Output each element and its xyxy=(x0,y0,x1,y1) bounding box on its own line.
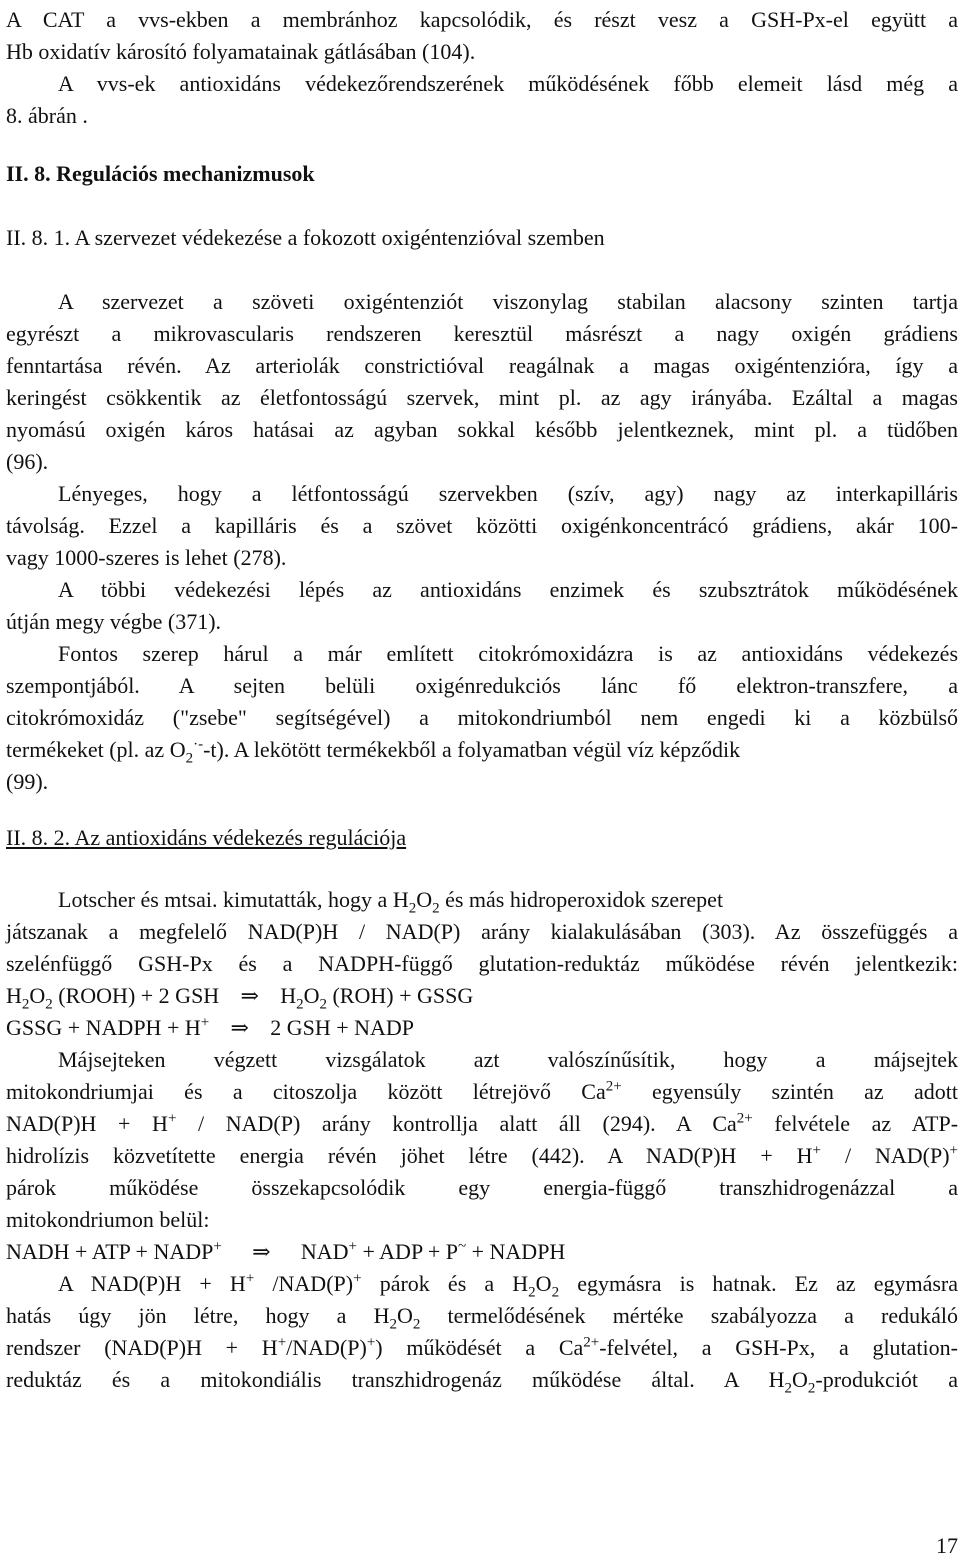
superscript: + xyxy=(949,1142,958,1159)
page-number: 17 xyxy=(936,1533,958,1558)
heading-number: II. 8. 2. xyxy=(6,825,71,850)
superscript: + xyxy=(348,1238,357,1255)
subscript: 2 xyxy=(21,996,30,1013)
superscript: + xyxy=(167,1110,177,1127)
paragraph-line: Fontos szerep hárul a már említett citokrómoxidázra is az antioxidáns védekezés xyxy=(58,641,958,666)
subscript: 2 xyxy=(319,996,327,1013)
paragraph-line: mitokondriumon belül: xyxy=(6,1207,210,1232)
equation-line xyxy=(6,1012,958,1044)
text-run: + ADP + P xyxy=(362,1239,458,1264)
text-run: -t). A lekötött termékekből a folyamatban végül víz képződik xyxy=(203,737,741,762)
superscript: + xyxy=(812,1142,822,1159)
superscript: 2+ xyxy=(736,1110,753,1127)
formula: O xyxy=(535,1271,552,1296)
paragraph-line xyxy=(6,1332,958,1364)
text-run: felvétele az ATP- xyxy=(774,1111,959,1136)
paragraph-line: (99). xyxy=(6,769,49,794)
paragraph-line xyxy=(6,1364,958,1396)
text-run: rendszer (NAD(P)H + H xyxy=(6,1335,278,1360)
paragraph-line: A szervezet a szöveti oxigéntenziót viszonylag stabilan alacsony szinten tartja xyxy=(58,289,958,314)
text-run: Lotscher és mtsai. kimutatták, hogy a H xyxy=(58,887,409,912)
subscript: 2 xyxy=(807,1380,816,1397)
section-heading: II. 8. Regulációs mechanizmusok xyxy=(6,161,315,186)
implies-arrow-icon: ⇒ xyxy=(230,1015,249,1040)
paragraph-line: A többi védekezési lépés az antioxidáns enzimek és szubsztrátok működésének xyxy=(58,577,958,602)
text-run: NAD(P)H + H xyxy=(6,1111,168,1136)
text-run: O xyxy=(416,887,433,912)
formula: O xyxy=(396,1303,413,1328)
paragraph-line: nyomású oxigén káros hatásai az agyban sokkal később jelentkeznek, mint pl. a tüdőben xyxy=(6,417,958,442)
formula: O xyxy=(792,1367,808,1392)
paragraph-line: játszanak a megfelelő NAD(P)H / NAD(P) arány kialakulásában (303). Az összefüggés a xyxy=(6,919,958,944)
paragraph-line xyxy=(6,884,958,916)
text-run: -produkciót a xyxy=(815,1367,958,1392)
paragraph-line xyxy=(6,1076,958,1108)
text-run: ) működését a Ca xyxy=(375,1335,584,1360)
paragraph-line: párok működése összekapcsolódik egy energia-függő transzhidrogenázzal a xyxy=(6,1175,958,1200)
subscript: 2 xyxy=(408,900,417,917)
paragraph-line: 8. ábrán . xyxy=(6,103,88,128)
paragraph-line: útján megy végbe (371). xyxy=(6,609,222,634)
paragraph-line: Lényeges, hogy a létfontosságú szervekben (szív, agy) nagy az interkapilláris xyxy=(58,481,958,506)
superscript: + xyxy=(277,1334,287,1351)
paragraph-line: egyrészt a mikrovascularis rendszeren keresztül másrészt a nagy oxigén grádiens xyxy=(6,321,958,346)
text-run: termékeket (pl. az O xyxy=(6,737,186,762)
text-run: párok és a H xyxy=(379,1271,529,1296)
text-run: NAD xyxy=(300,1239,349,1264)
superscript: + xyxy=(366,1334,376,1351)
paragraph-line: távolság. Ezzel a kapilláris és a szövet közötti oxigénkoncentrácó grádiens, akár 100- xyxy=(6,513,958,538)
formula: O xyxy=(303,983,320,1008)
paragraph-line xyxy=(6,1268,958,1300)
subscript: 2 xyxy=(784,1380,793,1397)
subscript: 2 xyxy=(389,1316,397,1333)
superscript: + xyxy=(200,1014,210,1031)
paragraph-line: (96). xyxy=(6,449,49,474)
text-run: hatás úgy jön létre, hogy a H xyxy=(6,1303,390,1328)
subscript: 2 xyxy=(551,1284,560,1301)
text-run: /NAD(P) xyxy=(272,1271,354,1296)
text-run: egyensúly szintén az adott xyxy=(652,1079,958,1104)
formula: O xyxy=(29,983,46,1008)
paragraph-line xyxy=(6,734,958,766)
text-run: és más hidroperoxidok szerepet xyxy=(445,887,724,912)
superscript: ·- xyxy=(193,736,204,753)
subscript: 2 xyxy=(412,1316,421,1333)
text-run: termelődésének mértéke szabályozza a redukáló xyxy=(447,1303,958,1328)
equation-line xyxy=(6,980,958,1012)
subscript: 2 xyxy=(296,996,304,1013)
paragraph-line xyxy=(6,1300,958,1332)
text-run: (ROH) + GSSG xyxy=(332,983,474,1008)
subscript: 2 xyxy=(528,1284,536,1301)
paragraph-line: Hb oxidatív károsító folyamatainak gátlásában (104). xyxy=(6,39,476,64)
subscript: 2 xyxy=(45,996,53,1013)
text-run: / NAD(P) arány kontrollja alatt áll (294). A Ca xyxy=(198,1111,737,1136)
text-run: mitokondriumjai és a citoszolja között létrejövő Ca xyxy=(6,1079,606,1104)
paragraph-line: vagy 1000-szeres is lehet (278). xyxy=(6,545,287,570)
paragraph-line: citokrómoxidáz ("zsebe" segítségével) a mitokondriumból nem engedi ki a közbülső xyxy=(6,705,958,730)
superscript: + xyxy=(353,1270,362,1287)
formula: H xyxy=(6,983,22,1008)
paragraph-line: A CAT a vvs-ekben a membránhoz kapcsolódik, és részt vesz a GSH-Px-el együtt a xyxy=(6,7,958,32)
text-run: / NAD(P) xyxy=(844,1143,950,1168)
subscript: 2 xyxy=(185,750,194,767)
text-run: NADH + ATP + NADP xyxy=(6,1239,214,1264)
paragraph-line: fenntartása révén. Az arteriolák constrictióval reagálnak a magas oxigéntenzióra, így a xyxy=(6,353,958,378)
superscript: 2+ xyxy=(605,1078,622,1095)
subsection-heading: II. 8. 1. A szervezet védekezése a fokozott oxigéntenzióval szemben xyxy=(6,225,605,250)
superscript: 2+ xyxy=(583,1334,600,1351)
text-run: + NADPH xyxy=(471,1239,566,1264)
subscript: 2 xyxy=(432,900,440,917)
formula: H xyxy=(280,983,297,1008)
text-run: 2 GSH + NADP xyxy=(270,1015,415,1040)
paragraph-line: szelénfüggő GSH-Px és a NADPH-függő glutation-reduktáz működése révén jelentkezik: xyxy=(6,951,958,976)
paragraph-line: szempontjából. A sejten belüli oxigénredukciós lánc fő elektron-transzfere, a xyxy=(6,673,958,698)
text-run: hidrolízis közvetítette energia révén jöhet létre (442). A NAD(P)H + H xyxy=(6,1143,813,1168)
paragraph-line: Májsejteken végzett vizsgálatok azt valószínűsítik, hogy a májsejtek xyxy=(58,1047,958,1072)
text-run: GSSG + NADPH + H xyxy=(6,1015,201,1040)
paragraph-line: A vvs-ek antioxidáns védekezőrendszerének működésének főbb elemeit lásd még a xyxy=(58,71,958,96)
equation-line xyxy=(6,1236,958,1268)
text-run: reduktáz és a mitokondiális transzhidrogenáz működése által. A H xyxy=(6,1367,785,1392)
subsection-heading xyxy=(6,822,958,854)
text-run: (ROOH) + 2 GSH xyxy=(58,983,220,1008)
paragraph-line xyxy=(6,1140,958,1172)
text-run: /NAD(P) xyxy=(286,1335,367,1360)
implies-arrow-icon: ⇒ xyxy=(252,1239,271,1264)
paragraph-line xyxy=(6,1108,958,1140)
text-run: A NAD(P)H + H xyxy=(58,1271,246,1296)
text-run: -felvétel, a GSH-Px, a glutation- xyxy=(599,1335,958,1360)
implies-arrow-icon: ⇒ xyxy=(240,983,259,1008)
text-run: egymásra is hatnak. Ez az egymásra xyxy=(577,1271,959,1296)
superscript: + xyxy=(213,1238,222,1255)
heading-title: Az antioxidáns védekezés regulációja xyxy=(74,825,407,850)
paragraph-line: keringést csökkentik az életfontosságú szervek, mint pl. az agy irányába. Ezáltal a magas xyxy=(6,385,958,410)
superscript: ~ xyxy=(458,1238,467,1255)
superscript: + xyxy=(245,1270,255,1287)
